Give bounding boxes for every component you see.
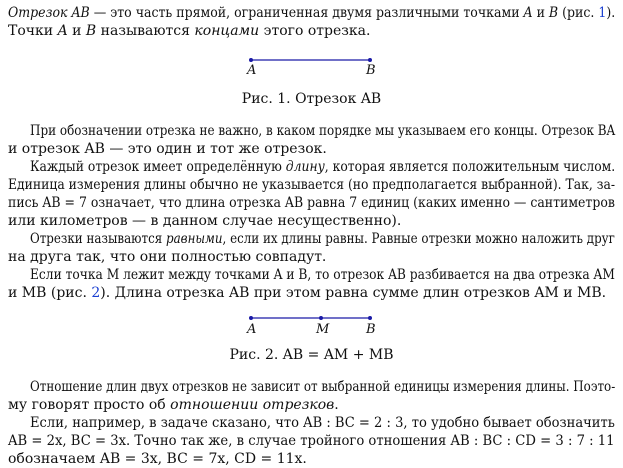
p2-line2: и отрезок AB — это один и тот же отрезок.	[8, 141, 327, 157]
p3-line1	[30, 158, 615, 176]
label-a: A	[247, 63, 257, 78]
term-koncy: концами	[194, 23, 260, 39]
p6-line2	[8, 396, 339, 414]
text: , которая является положительным числом.	[324, 159, 616, 175]
p3-line4: или километров — в данном случае несущественно).	[8, 213, 402, 229]
point-a	[249, 316, 253, 320]
text: этого отрезка.	[259, 23, 371, 39]
text: и	[67, 23, 86, 39]
text: му говорят просто об	[8, 397, 171, 413]
p3-line3: пись AB = 7 означает, что длина отрезка AB равна 7 единиц (каких именно — сантиметров	[8, 195, 615, 211]
p1-line1	[8, 4, 615, 22]
text: .	[334, 397, 339, 413]
point-b	[368, 316, 372, 320]
p7-line2: AB = 2x, BC = 3x. Точно так же, в случае тройного отношения AB : BC : CD = 3 : 7 : 11	[8, 433, 615, 449]
fig1-caption: Рис. 1. Отрезок AB	[241, 91, 382, 107]
text: — это часть прямой, ограниченная двумя различными точками	[89, 5, 524, 21]
p7-line1: Если, например, в задаче сказано, что AB : BC = 2 : 3, то удобно бывает обозначить	[30, 415, 615, 431]
figure-2	[230, 310, 390, 340]
text: и MB (рис.	[8, 285, 92, 301]
point-b	[368, 58, 372, 62]
text: Отрезки называются	[30, 231, 166, 247]
p5-line2	[8, 284, 606, 302]
p3-line2: Единица измерения длины обычно не указывается (но предполагается выбранной). Так, за-	[8, 177, 616, 193]
fig2-caption: Рис. 2. AB = AM + MB	[229, 347, 394, 363]
p1-line2	[8, 22, 370, 40]
label-m: M	[316, 322, 330, 337]
point-m	[319, 316, 323, 320]
term-otrezok: Отрезок	[8, 5, 72, 21]
math-ab: AB	[71, 5, 90, 21]
text: ). Длина отрезка AB при этом равна сумме длин отрезков AM и MB.	[100, 285, 607, 301]
text: Каждый отрезок имеет определённую	[30, 159, 286, 175]
text: , если их длины равны. Равные отрезки можно наложить друг	[222, 231, 615, 247]
fig2-link[interactable]: 2	[91, 285, 101, 301]
p5-line1: Если точка M лежит между точками A и B, то отрезок AB разбивается на два отрезка AM	[30, 267, 615, 283]
figure-1	[230, 50, 390, 80]
text: называются	[96, 23, 195, 39]
p4-line1	[30, 230, 615, 248]
term-dlina: длину	[285, 159, 325, 175]
math-b: B	[548, 5, 559, 21]
label-a: A	[247, 322, 257, 337]
text: Точки	[8, 23, 58, 39]
p6-line1: Отношение длин двух отрезков не зависит от выбранной единицы измерения длины. Поэто-	[30, 379, 616, 395]
math-a: A	[523, 5, 533, 21]
text: (рис.	[558, 5, 599, 21]
label-b: B	[366, 322, 376, 337]
text: ).	[606, 5, 616, 21]
text: и	[532, 5, 549, 21]
term-ravnymi: равными	[165, 231, 223, 247]
point-a	[249, 58, 253, 62]
fig1-link[interactable]: 1	[598, 5, 607, 21]
p7-line3: обозначаем AB = 3x, BC = 7x, CD = 11x.	[8, 451, 307, 467]
math-b: B	[85, 23, 97, 39]
label-b: B	[366, 63, 376, 78]
math-a: A	[57, 23, 68, 39]
p2-line1: При обозначении отрезка не важно, в каком порядке мы указываем его концы. Отрезок BA	[30, 123, 616, 139]
term-otnoshenie: отношении отрезков	[170, 397, 335, 413]
p4-line2: на друга так, что они полностью совпадут.	[8, 249, 327, 265]
